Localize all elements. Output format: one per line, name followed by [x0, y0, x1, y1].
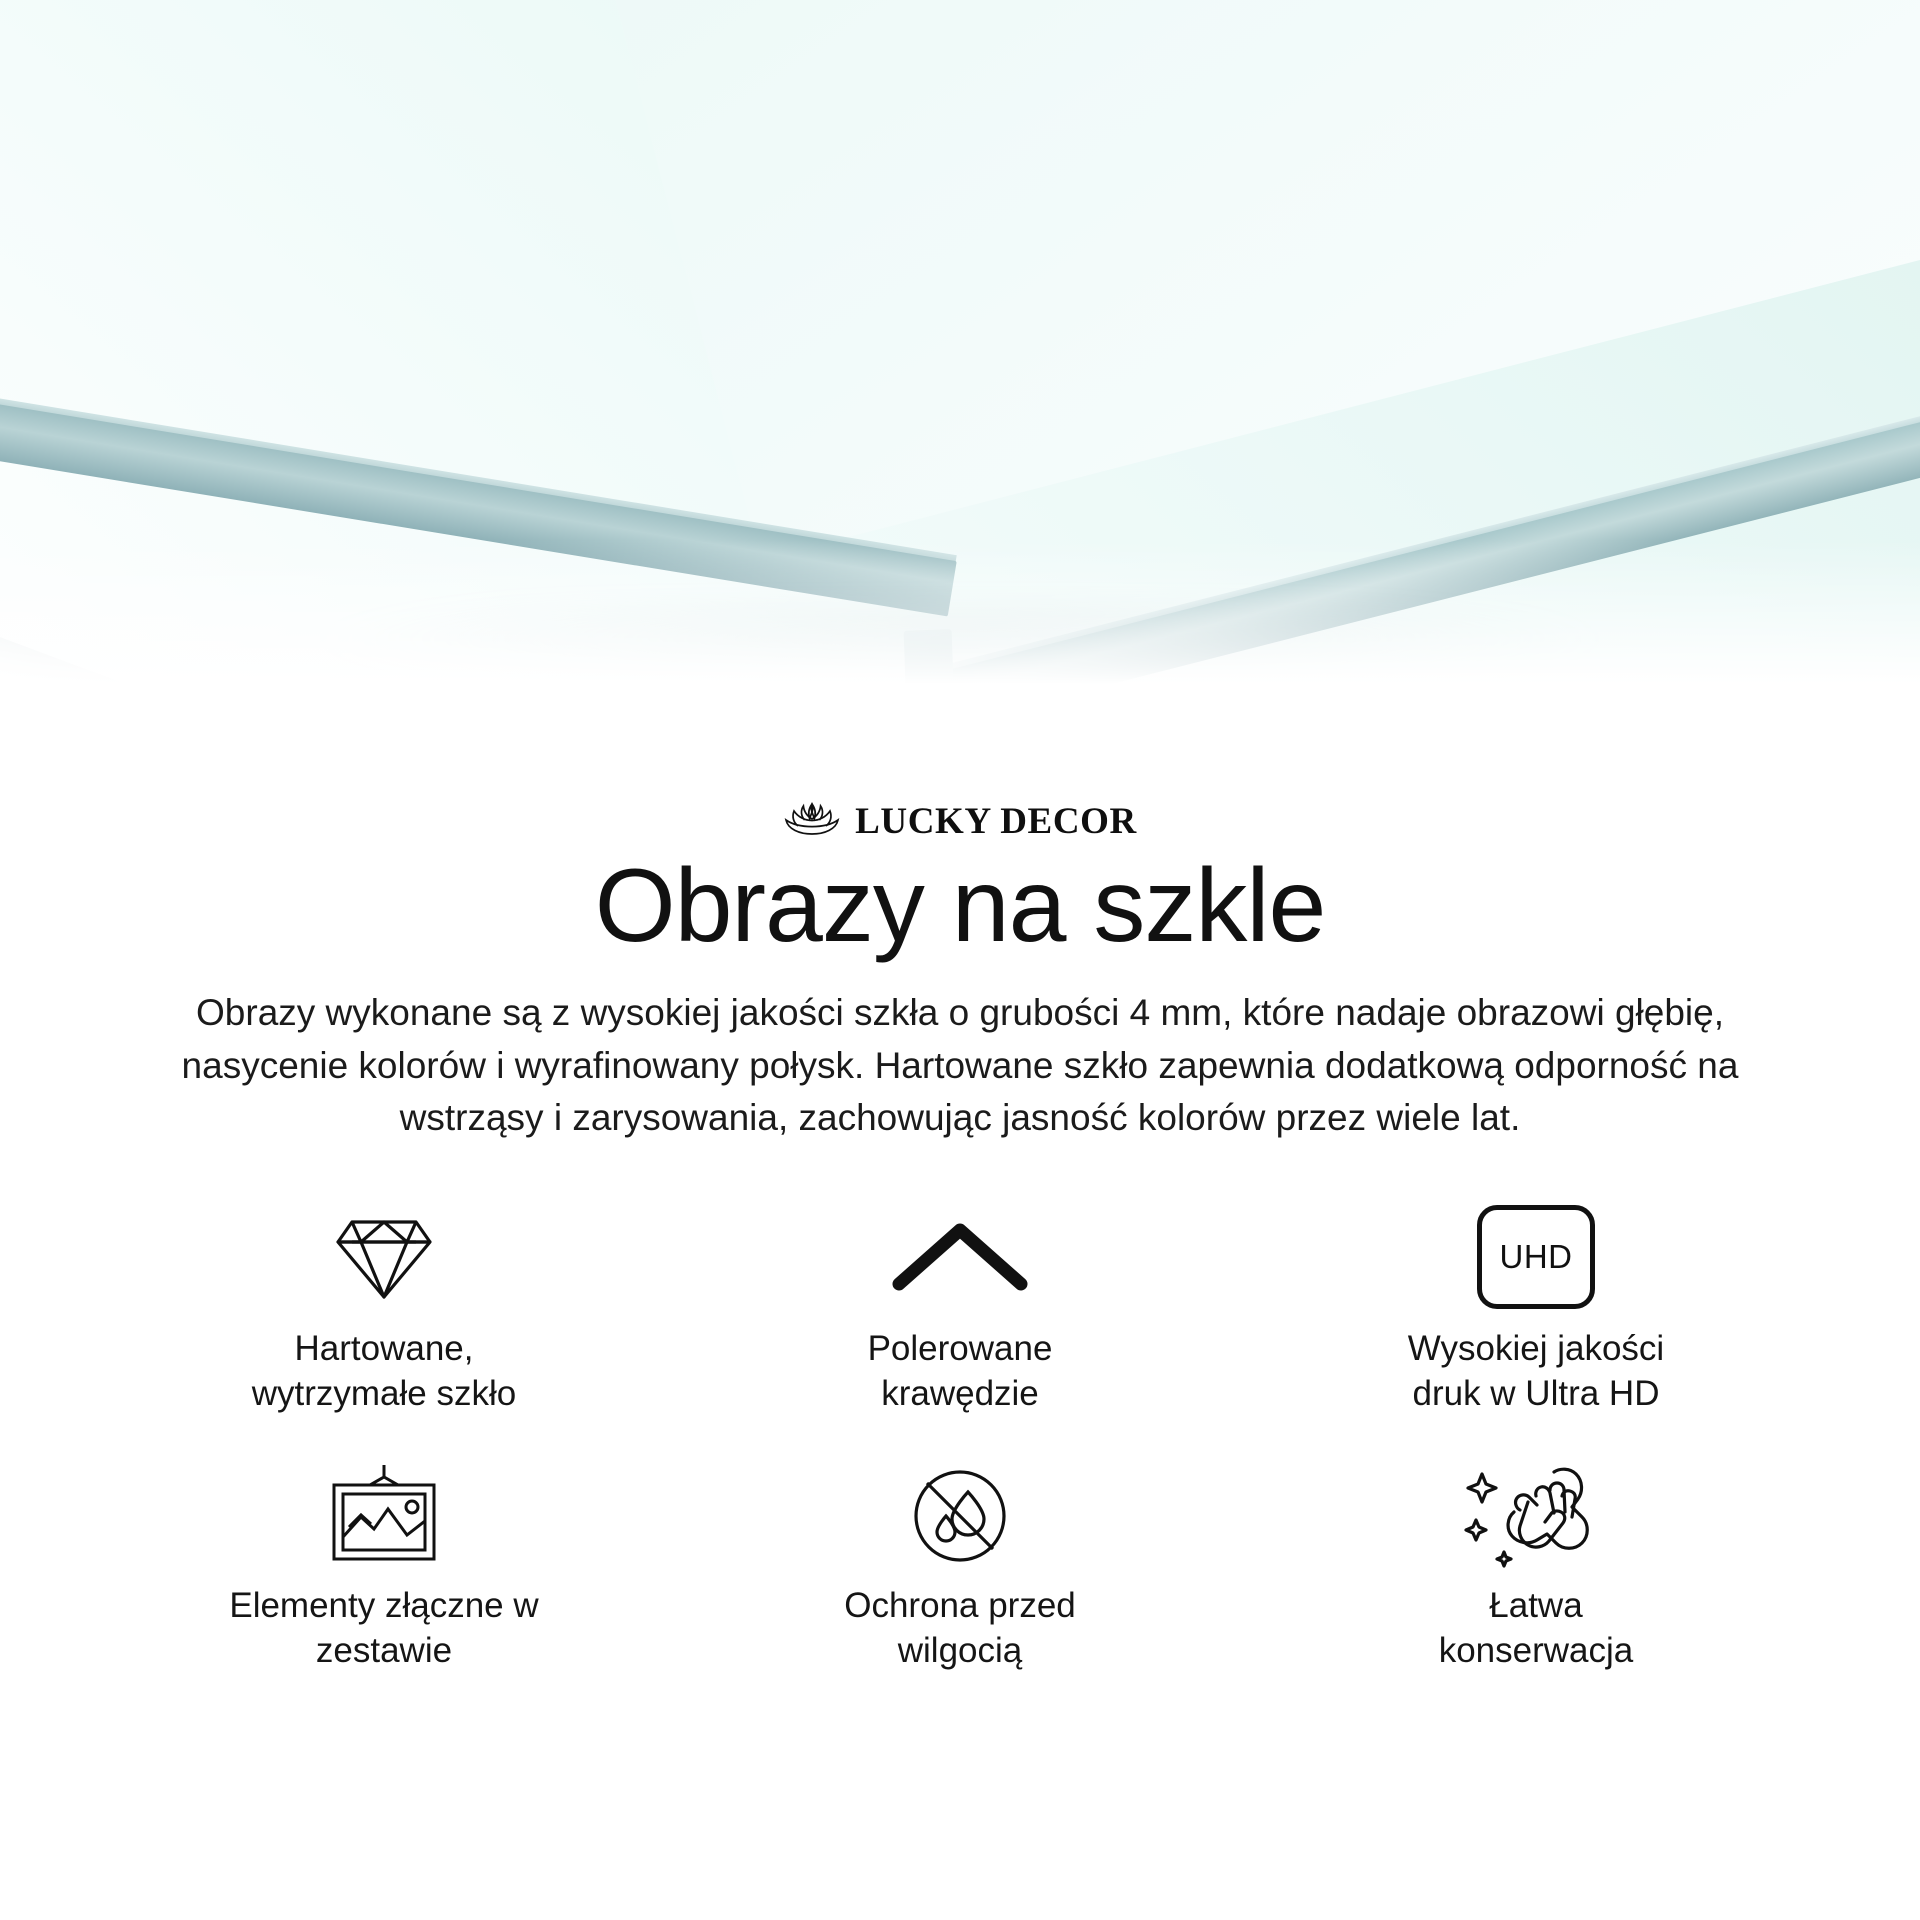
no-moisture-icon: [900, 1458, 1020, 1570]
cleaning-hand-icon: [1458, 1458, 1614, 1570]
chevron-up-icon: [885, 1201, 1035, 1313]
feature-label: Polerowane krawędzie: [867, 1328, 1053, 1413]
features-grid: [96, 1201, 1824, 1674]
framed-picture-icon: [316, 1458, 452, 1570]
content-panel: [0, 780, 1920, 1674]
feature-item: [672, 1201, 1248, 1417]
brand-name: LUCKY DECOR: [855, 801, 1137, 842]
feature-label: Ochrona przed wilgocią: [844, 1586, 1076, 1671]
feature-item: [1248, 1458, 1824, 1674]
feature-label: Wysokiej jakości druk w Ultra HD: [1407, 1328, 1665, 1413]
uhd-badge-text: UHD: [1477, 1205, 1595, 1309]
feature-item: [672, 1458, 1248, 1674]
feature-label: Elementy złączne w zestawie: [229, 1586, 539, 1671]
feature-label: Hartowane, wytrzymałe szkło: [251, 1328, 517, 1413]
diamond-icon: [328, 1201, 440, 1313]
feature-item: [96, 1201, 672, 1417]
feature-item: [96, 1458, 672, 1674]
description-text: Obrazy wykonane są z wysokiej jakości szkła o grubości 4 mm, które nadaje obrazowi głębię, nasycenie kolorów i wyrafinowany połysk. Hartowane szkło zapewnia dodatkową odporność na wstrząsy i zarysowania, zachowując jasność kolorów przez wiele lat.: [181, 992, 1739, 1139]
feature-item: [1248, 1201, 1824, 1417]
brand-lockup: [96, 798, 1824, 845]
feature-label: Łatwa konserwacja: [1438, 1586, 1634, 1671]
uhd-badge-icon: [1477, 1201, 1595, 1313]
hero-glass-image: [0, 0, 1920, 780]
hero-bottom-fade: [0, 540, 1920, 780]
lotus-flower-icon: [783, 798, 841, 845]
page-title: Obrazy na szkle: [594, 848, 1326, 964]
